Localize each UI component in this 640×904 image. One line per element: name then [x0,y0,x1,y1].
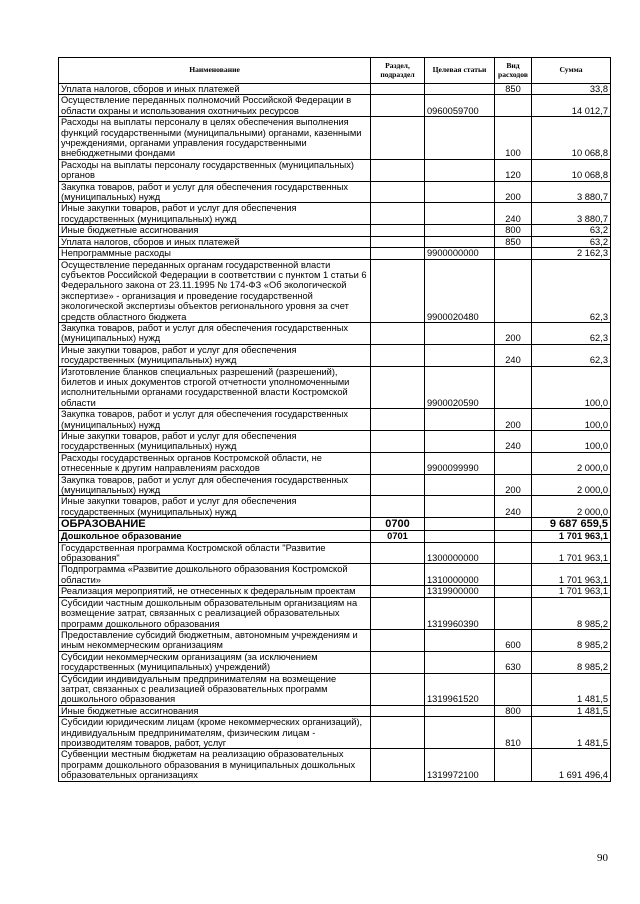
table-row [59,322,611,344]
table-row [59,474,611,496]
cell-sum: 10 068,8 [532,117,611,160]
cell-type: 240 [495,344,532,366]
column-header-type: Вид расходов [495,58,532,84]
cell-type: 120 [495,159,532,181]
cell-sum: 62,3 [532,259,611,322]
cell-name: Изготовление бланков специальных разрешений (разрешений), билетов и иных документов строгой отчетности уполномоченными исполнительными органами государственной власти Костромской области [59,366,371,409]
table-row [59,159,611,181]
table-row [59,531,611,542]
cell-type: 630 [495,651,532,673]
cell-sum: 14 012,7 [532,95,611,117]
cell-target: 0960059700 [425,95,495,117]
cell-sum: 2 162,3 [532,248,611,259]
cell-name: Закупка товаров, работ и услуг для обеспечения государственных (муниципальных) нужд [59,322,371,344]
cell-type [495,518,532,531]
cell-type [495,366,532,409]
cell-sum: 3 880,7 [532,181,611,203]
cell-section [371,564,425,586]
cell-sum: 2 000,0 [532,474,611,496]
table-row [59,705,611,716]
cell-target: 1300000000 [425,542,495,564]
table-row [59,409,611,431]
cell-name: Расходы на выплаты персоналу в целях обеспечения выполнения функций государственными (муниципальными) органами, казенными учреждениями, органами управления государственными внебюджетными фондами [59,117,371,160]
cell-target: 1319972100 [425,749,495,781]
cell-section [371,236,425,247]
table-row [59,651,611,673]
cell-sum: 3 880,7 [532,203,611,225]
cell-target: 9900020590 [425,366,495,409]
table-row [59,597,611,629]
cell-name: Иные закупки товаров, работ и услуг для обеспечения государственных (муниципальных) нужд [59,496,371,518]
cell-target [425,518,495,531]
cell-name: Подпрограмма «Развитие дошкольного образования Костромской области» [59,564,371,586]
cell-sum: 63,2 [532,225,611,236]
cell-section [371,651,425,673]
cell-name: Закупка товаров, работ и услуг для обеспечения государственных (муниципальных) нужд [59,181,371,203]
table-row [59,717,611,749]
cell-name: Субсидии юридическим лицам (кроме некоммерческих организаций), индивидуальным предпринимателям, физическим лицам - производителям товаров, работ, услуг [59,717,371,749]
cell-name: Уплата налогов, сборов и иных платежей [59,84,371,95]
cell-name: Дошкольное образование [59,531,371,542]
cell-target [425,717,495,749]
cell-type: 100 [495,117,532,160]
cell-section [371,542,425,564]
cell-type: 600 [495,629,532,651]
cell-target [425,496,495,518]
cell-target: 1319960390 [425,597,495,629]
cell-section [371,95,425,117]
table-row [59,181,611,203]
cell-section [371,248,425,259]
table-row [59,749,611,781]
cell-sum: 1 481,5 [532,705,611,716]
cell-name: Закупка товаров, работ и услуг для обеспечения государственных (муниципальных) нужд [59,474,371,496]
cell-type [495,749,532,781]
cell-section [371,159,425,181]
cell-target: 1310000000 [425,564,495,586]
cell-target: 9900099990 [425,452,495,474]
cell-type [495,531,532,542]
cell-name: Расходы на выплаты персоналу государственных (муниципальных) органов [59,159,371,181]
cell-sum: 1 701 963,1 [532,564,611,586]
cell-target [425,431,495,453]
cell-type [495,95,532,117]
cell-section [371,496,425,518]
cell-type [495,248,532,259]
cell-target: 1319961520 [425,673,495,705]
cell-target [425,159,495,181]
cell-sum: 100,0 [532,409,611,431]
cell-name: Субсидии частным дошкольным образовательным организациям на возмещение затрат, связанных с реализацией образовательных программ дошкольного образования [59,597,371,629]
cell-type: 200 [495,181,532,203]
cell-target [425,474,495,496]
cell-type: 240 [495,496,532,518]
table-row [59,564,611,586]
table-row [59,431,611,453]
cell-type [495,452,532,474]
cell-target [425,84,495,95]
table-row [59,117,611,160]
table-row [59,84,611,95]
table-row [59,629,611,651]
cell-target [425,203,495,225]
cell-section [371,181,425,203]
page-number: 90 [597,852,608,864]
table-row [59,344,611,366]
cell-type: 800 [495,705,532,716]
cell-section [371,203,425,225]
cell-section [371,629,425,651]
table-header [59,58,611,84]
cell-target [425,531,495,542]
cell-name: Субвенции местным бюджетам на реализацию образовательных программ дошкольного образования в муниципальных дошкольных образовательных организациях [59,749,371,781]
cell-target [425,409,495,431]
table-row [59,366,611,409]
table-row [59,586,611,597]
cell-section [371,673,425,705]
cell-section [371,717,425,749]
cell-target [425,705,495,716]
cell-type: 240 [495,203,532,225]
cell-section [371,749,425,781]
cell-type: 850 [495,84,532,95]
cell-section [371,474,425,496]
cell-name: Расходы государственных органов Костромской области, не отнесенные к другим направлениям расходов [59,452,371,474]
cell-type: 240 [495,431,532,453]
cell-target [425,651,495,673]
cell-name: Непрограммные расходы [59,248,371,259]
cell-name: Закупка товаров, работ и услуг для обеспечения государственных (муниципальных) нужд [59,409,371,431]
cell-name: Субсидии индивидуальным предпринимателям на возмещение затрат, связанных с реализацией образовательных программ дошкольного образования [59,673,371,705]
cell-sum: 62,3 [532,322,611,344]
cell-section [371,225,425,236]
cell-sum: 9 687 659,5 [532,518,611,531]
cell-name: Государственная программа Костромской области "Развитие образования" [59,542,371,564]
cell-section: 0700 [371,518,425,531]
budget-table [58,57,611,782]
cell-type: 200 [495,474,532,496]
table-row [59,236,611,247]
column-header-name: Наименование [59,58,371,84]
cell-target [425,117,495,160]
cell-section [371,117,425,160]
column-header-section: Раздел, подраздел [371,58,425,84]
cell-sum: 8 985,2 [532,651,611,673]
table-row [59,452,611,474]
table-row [59,259,611,322]
column-header-target: Целевая статьи [425,58,495,84]
cell-section [371,322,425,344]
cell-name: Иные бюджетные ассигнования [59,705,371,716]
cell-name: Осуществление переданных полномочий Российской Федерации в области охраны и использования охотничьих ресурсов [59,95,371,117]
cell-section [371,586,425,597]
cell-section [371,431,425,453]
table-body [59,84,611,782]
cell-sum: 1 701 963,1 [532,542,611,564]
cell-section [371,366,425,409]
column-header-sum: Сумма [532,58,611,84]
cell-sum: 8 985,2 [532,597,611,629]
cell-section [371,597,425,629]
cell-type [495,597,532,629]
cell-type [495,564,532,586]
cell-sum: 1 481,5 [532,673,611,705]
cell-name: ОБРАЗОВАНИЕ [59,518,371,531]
cell-type: 800 [495,225,532,236]
cell-section [371,452,425,474]
cell-section [371,409,425,431]
cell-section [371,259,425,322]
cell-section [371,344,425,366]
table-row [59,248,611,259]
cell-sum: 1 481,5 [532,717,611,749]
cell-type [495,542,532,564]
cell-target: 1319900000 [425,586,495,597]
cell-name: Осуществление переданных органам государственной власти субъектов Российской Федерации в соответствии с пунктом 1 статьи 6 Федерального закона от 23.11.1995 № 174-ФЗ «Об экологической экспертизе» - организация и проведение государственной экологической экспертизы объектов регионального уровня за счет средств областного бюджета [59,259,371,322]
cell-section [371,705,425,716]
cell-sum: 2 000,0 [532,452,611,474]
table-row [59,518,611,531]
cell-name: Субсидии некоммерческим организациям (за исключением государственных (муниципальных) учреждений) [59,651,371,673]
cell-name: Иные закупки товаров, работ и услуг для обеспечения государственных (муниципальных) нужд [59,203,371,225]
cell-name: Иные бюджетные ассигнования [59,225,371,236]
cell-sum: 10 068,8 [532,159,611,181]
cell-type: 200 [495,322,532,344]
cell-target [425,322,495,344]
cell-sum: 63,2 [532,236,611,247]
cell-type: 810 [495,717,532,749]
cell-target [425,629,495,651]
cell-type [495,586,532,597]
table-row [59,673,611,705]
cell-name: Предоставление субсидий бюджетным, автономным учреждениям и иным некоммерческим организациям [59,629,371,651]
cell-sum: 1 691 496,4 [532,749,611,781]
cell-type [495,673,532,705]
cell-sum: 1 701 963,1 [532,531,611,542]
cell-type [495,259,532,322]
cell-sum: 100,0 [532,431,611,453]
cell-target [425,181,495,203]
table-row [59,542,611,564]
cell-sum: 8 985,2 [532,629,611,651]
cell-name: Уплата налогов, сборов и иных платежей [59,236,371,247]
cell-sum: 33,8 [532,84,611,95]
cell-name: Иные закупки товаров, работ и услуг для обеспечения государственных (муниципальных) нужд [59,344,371,366]
cell-section [371,84,425,95]
cell-target: 9900000000 [425,248,495,259]
cell-type: 200 [495,409,532,431]
cell-target [425,344,495,366]
cell-target [425,225,495,236]
table-row [59,95,611,117]
cell-sum: 2 000,0 [532,496,611,518]
table-row [59,496,611,518]
cell-sum: 62,3 [532,344,611,366]
cell-target: 9900020480 [425,259,495,322]
cell-sum: 100,0 [532,366,611,409]
cell-sum: 1 701 963,1 [532,586,611,597]
table-row [59,225,611,236]
cell-type: 850 [495,236,532,247]
cell-target [425,236,495,247]
cell-name: Иные закупки товаров, работ и услуг для обеспечения государственных (муниципальных) нужд [59,431,371,453]
cell-section: 0701 [371,531,425,542]
table-row [59,203,611,225]
cell-name: Реализация мероприятий, не отнесенных к федеральным проектам [59,586,371,597]
